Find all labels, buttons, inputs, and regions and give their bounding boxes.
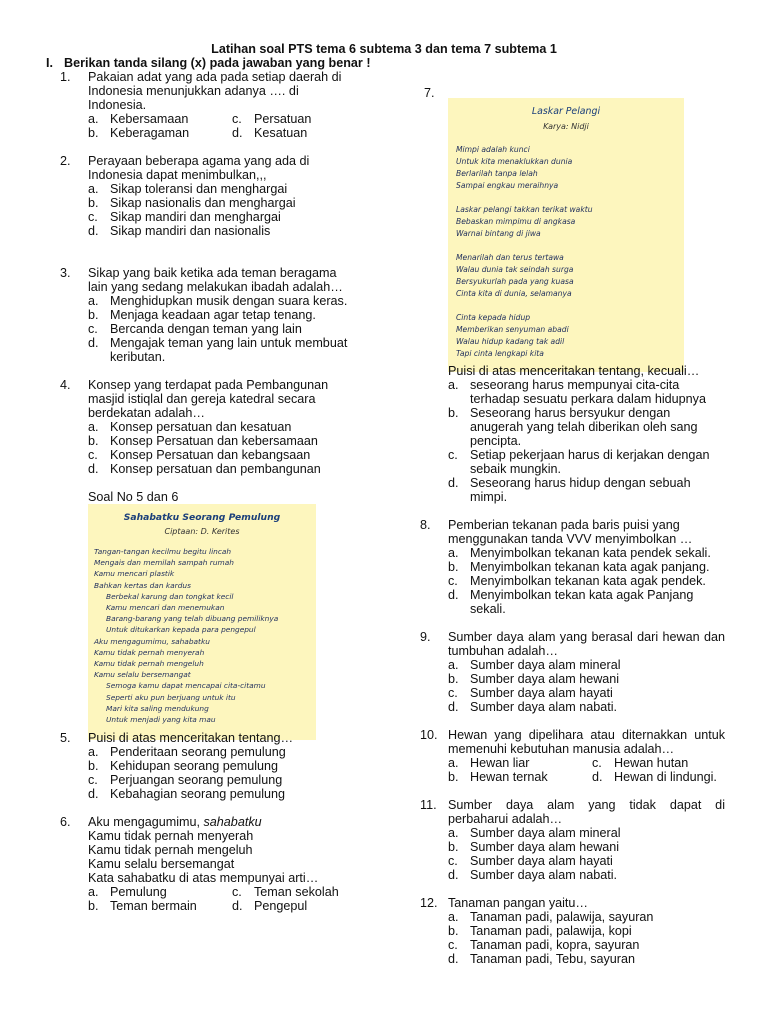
question-number: 11. (420, 798, 437, 812)
poem-line: Bersyukurlah pada yang kuasa (456, 277, 574, 286)
poem-line: Bahkan kertas dan kardus (94, 580, 191, 590)
question-6 (60, 815, 390, 913)
poem-line: Berbekal karung dan tongkat kecil (106, 591, 234, 601)
option-c[interactable]: c. Bercanda dengan teman yang lain (88, 322, 302, 336)
poem-line: Berlarilah tanpa lelah (456, 169, 538, 178)
option-c[interactable]: c. Menyimbolkan tekanan kata agak pendek. (448, 574, 706, 588)
option-d[interactable]: d. Pengepul (232, 899, 308, 913)
poem-line: Tapi cinta lengkapi kita (456, 349, 544, 358)
option-a[interactable]: a. Sumber daya alam mineral (448, 658, 621, 672)
poem-line: Kamu mencari dan menemukan (106, 603, 225, 613)
question-10 (420, 728, 725, 784)
option-b[interactable]: b. Tanaman padi, palawija, kopi (448, 924, 632, 938)
poem-lines (448, 144, 684, 360)
poem-line: Mari kita saling mendukung (106, 703, 209, 713)
options (448, 546, 725, 616)
question-stem: Pemberian tekanan pada baris puisi yang menggunakan tanda VVV menyimbolkan … (448, 518, 693, 546)
option-b[interactable]: b. Teman bermain (88, 899, 197, 913)
option-d[interactable]: d. Menyimbolkan tekan kata agak Panjang sekali. (448, 588, 694, 616)
option-d[interactable]: d. Kesatuan (232, 126, 308, 140)
question-stem-line: Kamu tidak pernah mengeluh (88, 843, 253, 857)
question-stem: Sikap yang baik ketika ada teman beragama lain yang sedang melakukan ibadah adalah… (88, 266, 343, 294)
poem-line: Sampai engkau meraihnya (456, 181, 559, 190)
option-d[interactable]: d. Tanaman padi, Tebu, sayuran (448, 952, 635, 966)
option-a[interactable]: a. seseorang harus mempunyai cita-cita terhadap sesuatu perkara dalam hidupnya (448, 378, 706, 406)
poem-line: Kamu selalu bersemangat (94, 670, 191, 680)
option-b[interactable]: b. Keberagaman (88, 126, 190, 140)
option-a[interactable]: a. Pemulung (88, 885, 167, 899)
option-a[interactable]: a. Sikap toleransi dan menghargai (88, 182, 288, 196)
question-number: 5. (60, 731, 71, 745)
poem-line: Kamu tidak pernah mengeluh (94, 659, 204, 669)
question-stem-line: Kamu selalu bersemangat (88, 857, 235, 871)
option-d[interactable]: d. Mengajak teman yang lain untuk membuat keributan. (88, 336, 348, 364)
question-stem: Puisi di atas menceritakan tentang… (88, 731, 294, 745)
option-a[interactable]: a. Tanaman padi, palawija, sayuran (448, 910, 654, 924)
poem-line: Laskar pelangi takkan terikat waktu (456, 205, 593, 214)
options (88, 182, 390, 238)
question-4 (60, 378, 390, 476)
options (60, 885, 390, 913)
left-column-lower (60, 731, 390, 913)
question-stem: Sumber daya alam yang berasal dari hewan dan tumbuhan adalah… (448, 630, 725, 658)
option-c[interactable]: c. Tanaman padi, kopra, sayuran (448, 938, 640, 952)
left-column (60, 70, 390, 504)
question-stem-line: Kata sahabatku di atas mempunyai arti… (88, 871, 319, 885)
option-a[interactable]: a. Konsep persatuan dan kesatuan (88, 420, 292, 434)
poem-line: Mimpi adalah kunci (456, 145, 530, 154)
question-stem-line: Kamu tidak pernah menyerah (88, 829, 254, 843)
option-c[interactable]: c. Konsep Persatuan dan kebangsaan (88, 448, 311, 462)
option-d[interactable]: d. Sumber daya alam nabati. (448, 868, 618, 882)
poem-line: Walau hidup kadang tak adil (456, 337, 565, 346)
poem-line: Aku mengagumimu, sahabatku (94, 636, 210, 646)
poem-image-sahabatku (88, 504, 316, 740)
question-2 (60, 154, 390, 238)
poem-stanza (456, 252, 684, 300)
poem-line: Untuk menjadi yang kita mau (106, 715, 216, 725)
options (448, 826, 725, 882)
option-c[interactable]: c. Sikap mandiri dan menghargai (88, 210, 281, 224)
options (88, 294, 390, 364)
question-stem: Konsep yang terdapat pada Pembangunan masjid istiqlal dan gereja katedral secara berdekatan adalah… (88, 378, 329, 420)
question-9 (420, 630, 725, 714)
question-number: 2. (60, 154, 71, 168)
poem-stanza (456, 144, 684, 192)
option-c[interactable]: c. Sumber daya alam hayati (448, 854, 613, 868)
poem-author: Ciptaan: D. Kerites (164, 527, 240, 536)
question-7-number: 7. (424, 86, 435, 100)
poem-line: Cinta kita di dunia, selamanya (456, 289, 572, 298)
option-b[interactable]: b. Menyimbolkan tekanan kata agak panjang. (448, 560, 710, 574)
option-c[interactable]: c. Perjuangan seorang pemulung (88, 773, 283, 787)
option-d[interactable]: d. Hewan di lindungi. (592, 770, 717, 784)
option-b[interactable]: b. Sumber daya alam hewani (448, 672, 620, 686)
poem-line: Untuk kita menaklukkan dunia (456, 157, 573, 166)
section-number: I. (46, 56, 53, 70)
poem-line: Warnai bintang di jiwa (456, 229, 541, 238)
poem-line: Barang-barang yang telah dibuang pemiliknya (106, 614, 279, 624)
option-d[interactable]: d. Seseorang harus hidup dengan sebuah mimpi. (448, 476, 691, 504)
option-c[interactable]: c. Persatuan (232, 112, 312, 126)
poem-image-laskar-pelangi (448, 98, 684, 372)
options (448, 378, 725, 504)
poem-title: Sahabatku Seorang Pemulung (123, 512, 281, 523)
poem-lines (88, 546, 316, 725)
right-column (420, 364, 725, 966)
options (448, 658, 725, 714)
options (88, 420, 390, 476)
option-a[interactable]: a. Menyimbolkan tekanan kata pendek sekali. (448, 546, 711, 560)
options (88, 112, 390, 140)
question-7 (420, 364, 725, 504)
poem-line: Cinta kepada hidup (456, 313, 531, 322)
question-stem: Puisi di atas menceritakan tentang, kecuali… (448, 364, 700, 378)
question-number: 6. (60, 815, 71, 829)
question-stem: Pakaian adat yang ada pada setiap daerah di Indonesia menunjukkan adanya …. di Indonesia. (88, 70, 342, 112)
option-d[interactable]: d. Konsep persatuan dan pembangunan (88, 462, 321, 476)
question-12 (420, 896, 725, 966)
option-b[interactable]: b. Sumber daya alam hewani (448, 840, 620, 854)
section-instruction: Berikan tanda silang (x) pada jawaban yang benar ! (64, 56, 371, 70)
poem-line: Kamu mencari plastik (94, 569, 175, 579)
option-b[interactable]: b. Konsep Persatuan dan kebersamaan (88, 434, 318, 448)
poem-line: Semoga kamu dapat mencapai cita-citamu (106, 681, 266, 691)
option-c[interactable]: c. Teman sekolah (232, 885, 339, 899)
poem-line: Kamu tidak pernah menyerah (94, 647, 205, 657)
poem-author: Karya: Nidji (543, 122, 589, 131)
options (448, 756, 725, 784)
option-b[interactable]: b. Kehidupan seorang pemulung (88, 759, 279, 773)
question-5 (60, 731, 390, 801)
poem-line: Walau dunia tak seindah surga (456, 265, 574, 274)
option-a[interactable]: a. Sumber daya alam mineral (448, 826, 621, 840)
option-b[interactable]: b. Seseorang harus bersyukur dengan anugerah yang telah diberikan oleh sang pencipta. (448, 406, 698, 448)
poem-line: Seperti aku pun berjuang untuk itu (106, 692, 236, 702)
poem-line: Bebaskan mimpimu di angkasa (456, 217, 576, 226)
option-b[interactable]: b. Sikap nasionalis dan menghargai (88, 196, 296, 210)
question-11 (420, 798, 725, 882)
question-number: 3. (60, 266, 71, 280)
passage-label: Soal No 5 dan 6 (88, 490, 179, 504)
option-a[interactable]: a. Penderitaan seorang pemulung (88, 745, 286, 759)
question-number: 9. (420, 630, 431, 644)
poem-line: Tangan-tangan kecilmu begitu lincah (94, 547, 232, 556)
page-title: Latihan soal PTS tema 6 subtema 3 dan tema 7 subtema 1 (211, 42, 557, 56)
option-d[interactable]: d. Sumber daya alam nabati. (448, 700, 618, 714)
option-a[interactable]: a. Menghidupkan musik dengan suara keras. (88, 294, 348, 308)
option-a[interactable]: a. Kebersamaan (88, 112, 189, 126)
question-number: 8. (420, 518, 431, 532)
question-number: 4. (60, 378, 71, 392)
poem-line: Memberikan senyuman abadi (456, 325, 569, 334)
question-number: 1. (60, 70, 71, 84)
option-c[interactable]: c. Hewan hutan (592, 756, 689, 770)
question-3 (60, 266, 390, 364)
poem-line: Menarilah dan terus tertawa (456, 253, 564, 262)
option-d[interactable]: d. Sikap mandiri dan nasionalis (88, 224, 271, 238)
option-c[interactable]: c. Sumber daya alam hayati (448, 686, 613, 700)
question-stem: Hewan yang dipelihara atau diternakkan untuk memenuhi kebutuhan manusia adalah… (448, 728, 725, 756)
option-c[interactable]: c. Setiap pekerjaan harus di kerjakan dengan sebaik mungkin. (448, 448, 710, 476)
poem-title: Laskar Pelangi (531, 106, 601, 117)
poem-line: Mengais dan memilah sampah rumah (94, 558, 234, 568)
option-b[interactable]: b. Menjaga keadaan agar tetap tenang. (88, 308, 316, 322)
option-a[interactable]: a. Hewan liar (448, 756, 530, 770)
options (448, 910, 725, 966)
option-b[interactable]: b. Hewan ternak (448, 770, 548, 784)
poem-stanza (456, 312, 684, 360)
question-stem: Sumber daya alam yang tidak dapat di perbaharui adalah… (448, 798, 725, 826)
section-heading (46, 56, 371, 70)
poem-line: Untuk ditukarkan kepada para pengepul (106, 625, 256, 635)
option-d[interactable]: d. Kebahagian seorang pemulung (88, 787, 286, 801)
poem-stanza (456, 204, 684, 240)
question-stem: Tanaman pangan yaitu… (448, 896, 589, 910)
question-number: 12. (420, 896, 438, 910)
question-stem: Aku mengagumimu, sahabatku (88, 815, 262, 829)
question-8 (420, 518, 725, 616)
question-stem: Perayaan beberapa agama yang ada di Indonesia dapat menimbulkan,,, (88, 154, 310, 182)
question-1 (60, 70, 390, 140)
question-number: 10. (420, 728, 438, 742)
options (88, 745, 390, 801)
